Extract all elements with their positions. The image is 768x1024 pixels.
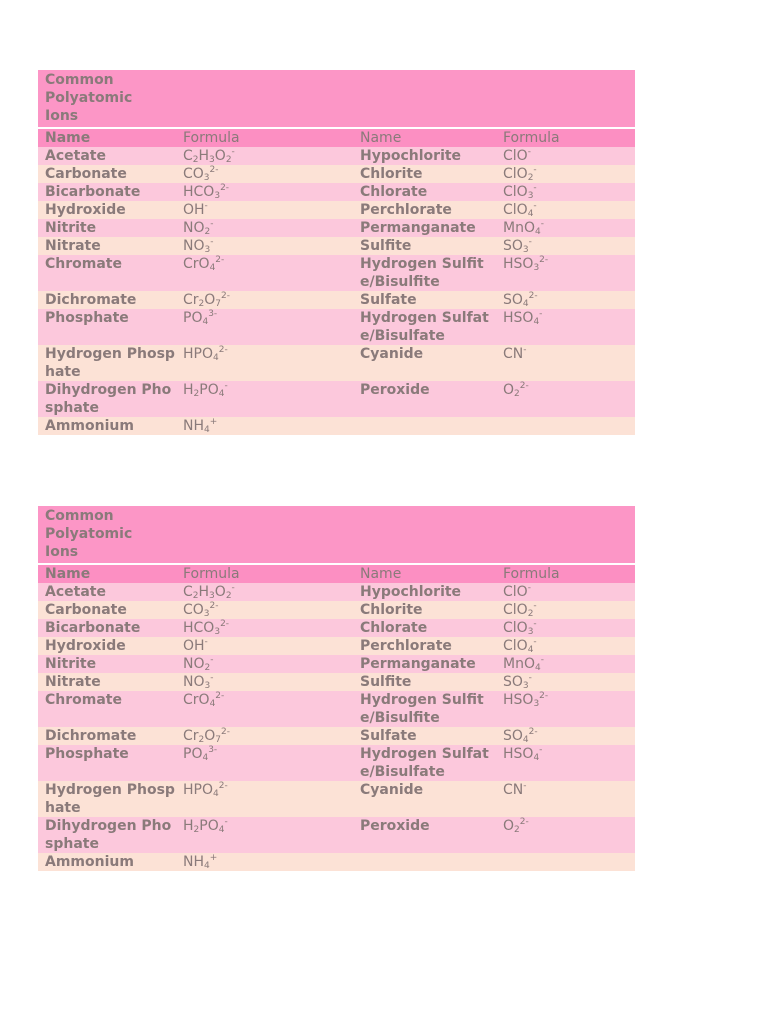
ion-name: Chlorite bbox=[353, 165, 496, 183]
ion-formula: $O_2^{2-}$ bbox=[496, 381, 635, 417]
table-row bbox=[38, 255, 635, 291]
ion-formula: $HCO_3^{2-}$ bbox=[176, 183, 353, 201]
table-row bbox=[38, 781, 635, 817]
ion-formula: CN- bbox=[496, 781, 635, 817]
ion-formula: CN- bbox=[496, 345, 635, 381]
table-row bbox=[38, 165, 635, 183]
ion-name: Permanganate bbox=[353, 655, 496, 673]
polyatomic-ions-table bbox=[38, 506, 635, 871]
ion-formula bbox=[496, 853, 635, 871]
table-row bbox=[38, 219, 635, 237]
ion-name: Phosphate bbox=[38, 745, 176, 781]
ion-formula: CrO$_4^{2-}$ bbox=[176, 255, 353, 291]
table-row bbox=[38, 601, 635, 619]
ion-name: Nitrite bbox=[38, 655, 176, 673]
column-header: Name bbox=[38, 564, 176, 583]
ion-formula: ClO- bbox=[496, 147, 635, 165]
ion-formula: $HSO_3^{2-}$ bbox=[496, 691, 635, 727]
table-row bbox=[38, 309, 635, 345]
ion-formula: $NH_4^+$ bbox=[176, 853, 353, 871]
ion-formula: OH- bbox=[176, 637, 353, 655]
table-row bbox=[38, 183, 635, 201]
ion-formula: $HPO_4^{2-}$ bbox=[176, 781, 353, 817]
ion-name: Chlorite bbox=[353, 601, 496, 619]
table-row bbox=[38, 417, 635, 435]
table-title-row bbox=[38, 70, 635, 128]
ion-name: Chromate bbox=[38, 691, 176, 727]
ion-name: Dihydrogen Phosphate bbox=[38, 817, 176, 853]
ion-name: Hydrogen Sulfate/Bisulfate bbox=[353, 745, 496, 781]
table-row bbox=[38, 727, 635, 745]
ion-name: Sulfite bbox=[353, 237, 496, 255]
ion-name: Perchlorate bbox=[353, 637, 496, 655]
ion-formula: $SO_3^-$ bbox=[496, 673, 635, 691]
ion-formula: ClO- bbox=[496, 583, 635, 601]
ion-name: Phosphate bbox=[38, 309, 176, 345]
ion-name: Nitrate bbox=[38, 237, 176, 255]
ion-formula: $O_2^{2-}$ bbox=[496, 817, 635, 853]
table-row bbox=[38, 745, 635, 781]
table-row bbox=[38, 817, 635, 853]
ion-formula: ClO$_3$- bbox=[496, 619, 635, 637]
ion-name: Hydrogen Phosphate bbox=[38, 781, 176, 817]
polyatomic-ions-table bbox=[38, 70, 635, 435]
table-body bbox=[38, 70, 635, 435]
ion-formula: $SO_4^{2-}$ bbox=[496, 727, 635, 745]
ion-name: Dichromate bbox=[38, 291, 176, 309]
ion-formula: $NO_3^-$ bbox=[176, 673, 353, 691]
ion-name: Bicarbonate bbox=[38, 183, 176, 201]
ion-name: Hypochlorite bbox=[353, 583, 496, 601]
ion-name: Carbonate bbox=[38, 601, 176, 619]
ion-name bbox=[353, 853, 496, 871]
table-row bbox=[38, 853, 635, 871]
ion-name: Chromate bbox=[38, 255, 176, 291]
ion-name: Peroxide bbox=[353, 817, 496, 853]
ion-formula: CrO$_4^{2-}$ bbox=[176, 691, 353, 727]
ion-formula: $CO_3^{2-}$ bbox=[176, 165, 353, 183]
ion-name: Ammonium bbox=[38, 417, 176, 435]
table-header-row bbox=[38, 128, 635, 147]
ion-name: Carbonate bbox=[38, 165, 176, 183]
column-header: Name bbox=[353, 564, 496, 583]
ion-name: Dihydrogen Phosphate bbox=[38, 381, 176, 417]
ion-name: Hydroxide bbox=[38, 637, 176, 655]
ion-formula: $C_2H_3O_2^-$ bbox=[176, 147, 353, 165]
table-row bbox=[38, 237, 635, 255]
table-title: Common Polyatomic Ions bbox=[45, 508, 133, 560]
table-row bbox=[38, 673, 635, 691]
ion-formula: $HPO_4^{2-}$ bbox=[176, 345, 353, 381]
ion-formula: ClO$_3$- bbox=[496, 183, 635, 201]
table-body bbox=[38, 506, 635, 871]
ion-name: Ammonium bbox=[38, 853, 176, 871]
ion-formula: MnO$_4$- bbox=[496, 219, 635, 237]
ion-formula: $PO_4^{3-}$ bbox=[176, 309, 353, 345]
table-row bbox=[38, 583, 635, 601]
ion-formula: MnO$_4$- bbox=[496, 655, 635, 673]
ion-name: Peroxide bbox=[353, 381, 496, 417]
ion-formula: $HSO_4^-$ bbox=[496, 309, 635, 345]
ion-formula: ClO$_2$- bbox=[496, 165, 635, 183]
ion-formula: $NO_2^-$ bbox=[176, 219, 353, 237]
ion-formula: OH- bbox=[176, 201, 353, 219]
column-header: Formula bbox=[176, 128, 353, 147]
ion-formula: $HSO_3^{2-}$ bbox=[496, 255, 635, 291]
table-row bbox=[38, 291, 635, 309]
ion-name: Bicarbonate bbox=[38, 619, 176, 637]
table-row bbox=[38, 637, 635, 655]
ion-formula: $Cr_2O_7^{2-}$ bbox=[176, 727, 353, 745]
ion-formula: $Cr_2O_7^{2-}$ bbox=[176, 291, 353, 309]
ion-formula: $H_2PO_4^-$ bbox=[176, 817, 353, 853]
ion-name: Hydrogen Sulfite/Bisulfite bbox=[353, 255, 496, 291]
ion-name: Perchlorate bbox=[353, 201, 496, 219]
column-header: Name bbox=[38, 128, 176, 147]
ion-formula: $NO_3^-$ bbox=[176, 237, 353, 255]
table-row bbox=[38, 201, 635, 219]
table-row bbox=[38, 691, 635, 727]
ion-formula: $HSO_4^-$ bbox=[496, 745, 635, 781]
table-row bbox=[38, 619, 635, 637]
ion-name: Hydrogen Sulfate/Bisulfate bbox=[353, 309, 496, 345]
ion-name bbox=[353, 417, 496, 435]
table-row bbox=[38, 345, 635, 381]
ion-name: Acetate bbox=[38, 147, 176, 165]
ion-formula: $H_2PO_4^-$ bbox=[176, 381, 353, 417]
table-row bbox=[38, 655, 635, 673]
ion-formula: $SO_3^-$ bbox=[496, 237, 635, 255]
ion-formula bbox=[496, 417, 635, 435]
ion-formula: $HCO_3^{2-}$ bbox=[176, 619, 353, 637]
ion-formula: ClO$_2$- bbox=[496, 601, 635, 619]
table-title: Common Polyatomic Ions bbox=[45, 72, 133, 124]
table-title-row bbox=[38, 506, 635, 564]
ion-name: Permanganate bbox=[353, 219, 496, 237]
ion-formula: $PO_4^{3-}$ bbox=[176, 745, 353, 781]
column-header: Formula bbox=[496, 128, 635, 147]
ion-name: Acetate bbox=[38, 583, 176, 601]
table-row bbox=[38, 147, 635, 165]
ion-name: Cyanide bbox=[353, 781, 496, 817]
ion-formula: ClO$_4$- bbox=[496, 637, 635, 655]
ion-name: Chlorate bbox=[353, 183, 496, 201]
ion-formula: $CO_3^{2-}$ bbox=[176, 601, 353, 619]
ion-name: Chlorate bbox=[353, 619, 496, 637]
ion-name: Cyanide bbox=[353, 345, 496, 381]
ion-formula: $C_2H_3O_2^-$ bbox=[176, 583, 353, 601]
column-header: Formula bbox=[176, 564, 353, 583]
ion-formula: $SO_4^{2-}$ bbox=[496, 291, 635, 309]
column-header: Name bbox=[353, 128, 496, 147]
ion-name: Hydrogen Phosphate bbox=[38, 345, 176, 381]
ion-name: Sulfite bbox=[353, 673, 496, 691]
ion-name: Sulfate bbox=[353, 291, 496, 309]
ion-name: Hydrogen Sulfite/Bisulfite bbox=[353, 691, 496, 727]
ion-name: Hypochlorite bbox=[353, 147, 496, 165]
ion-name: Hydroxide bbox=[38, 201, 176, 219]
table-header-row bbox=[38, 564, 635, 583]
ion-name: Nitrite bbox=[38, 219, 176, 237]
ion-formula: ClO$_4$- bbox=[496, 201, 635, 219]
ion-formula: $NH_4^+$ bbox=[176, 417, 353, 435]
column-header: Formula bbox=[496, 564, 635, 583]
ion-name: Nitrate bbox=[38, 673, 176, 691]
ion-name: Dichromate bbox=[38, 727, 176, 745]
table-row bbox=[38, 381, 635, 417]
ion-name: Sulfate bbox=[353, 727, 496, 745]
ion-formula: $NO_2^-$ bbox=[176, 655, 353, 673]
